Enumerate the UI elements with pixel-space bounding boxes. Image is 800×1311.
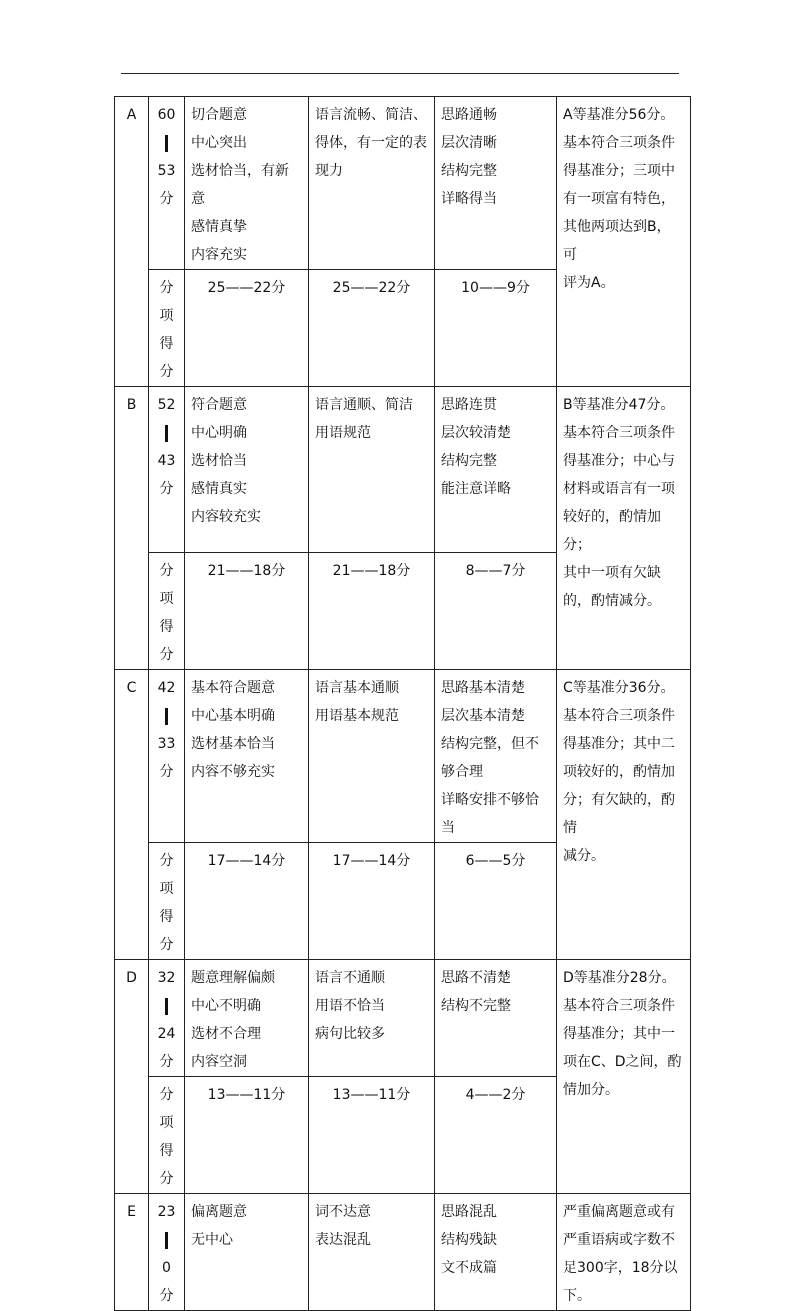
structure-line: 当 [441,820,455,836]
grading-table-body [115,97,691,1311]
content-line: 感情真实 [191,481,247,497]
range-bottom: 43 [157,453,176,469]
grade-row-d [115,960,691,1077]
content-line: 基本符合题意 [191,680,275,696]
structure-line: 思路基本清楚 [441,680,525,696]
structure-line: 结构不完整 [441,998,511,1014]
vertical-bar-icon [165,1232,168,1249]
grade-row-b [115,387,691,553]
score-range [149,960,185,1077]
range-separator [155,702,178,730]
range-separator [155,1226,178,1254]
content-line: 内容充实 [191,247,247,263]
content-line: 偏离题意 [191,1204,247,1220]
grade-note [557,97,691,387]
grade-letter: D [115,960,149,1194]
sub-score-value: 8——7分 [435,553,557,670]
content-criteria [185,387,309,553]
note-line: 基本符合三项条件 [563,998,675,1014]
language-line: 语言通顺、简洁 [315,397,413,413]
grade-letter: E [115,1194,149,1311]
note-line: 得基准分；其中一 [563,1026,675,1042]
content-line: 中心明确 [191,425,247,441]
language-line: 现力 [315,163,343,179]
range-bottom: 0 [162,1260,171,1276]
content-line: 感情真挚 [191,219,247,235]
structure-criteria [435,1194,557,1311]
language-criteria [309,97,435,270]
sub-score-label: 分项得分 [149,1077,185,1194]
sub-score-label: 分项得分 [149,843,185,960]
content-line: 无中心 [191,1232,233,1248]
note-line: 基本符合三项条件 [563,708,675,724]
structure-line: 结构残缺 [441,1232,497,1248]
score-range [149,387,185,553]
content-line: 选材不合理 [191,1026,261,1042]
note-line: 项在C、D之间，酌 [563,1054,682,1070]
content-line: 选材恰当，有新意 [191,163,289,207]
note-line: C等基准分36分。 [563,680,675,696]
language-criteria [309,960,435,1077]
structure-line: 层次清晰 [441,135,497,151]
note-line: 基本符合三项条件 [563,135,675,151]
content-line: 切合题意 [191,107,247,123]
structure-criteria [435,97,557,270]
range-separator [155,992,178,1020]
structure-line: 能注意详略 [441,481,511,497]
structure-line: 结构完整 [441,453,497,469]
range-top: 23 [157,1204,176,1220]
content-line: 选材恰当 [191,453,247,469]
content-line: 选材基本恰当 [191,736,275,752]
structure-criteria [435,960,557,1077]
content-line: 中心基本明确 [191,708,275,724]
header-rule [121,73,679,74]
grade-note [557,387,691,670]
language-line: 语言基本通顺 [315,680,399,696]
sub-score-value: 4——2分 [435,1077,557,1194]
grade-note [557,670,691,960]
language-line: 得体，有一定的表 [315,135,427,151]
sub-score-value: 21——18分 [185,553,309,670]
vertical-bar-icon [165,425,168,442]
language-line: 表达混乱 [315,1232,371,1248]
grade-note [557,1194,691,1311]
sub-score-value: 13——11分 [185,1077,309,1194]
note-line: 基本符合三项条件 [563,425,675,441]
structure-line: 思路不清楚 [441,970,511,986]
structure-line: 层次较清楚 [441,425,511,441]
range-top: 32 [157,970,176,986]
content-line: 中心突出 [191,135,247,151]
range-unit: 分 [159,481,174,497]
note-line: 得基准分；三项中 [563,163,675,179]
sub-score-value: 13——11分 [309,1077,435,1194]
structure-line: 够合理 [441,764,483,780]
range-unit: 分 [159,1054,174,1070]
sub-score-value: 17——14分 [309,843,435,960]
sub-score-value: 21——18分 [309,553,435,670]
range-top: 60 [157,107,176,123]
note-line: 足300字，18分以 [563,1260,678,1276]
structure-line: 结构完整，但不 [441,736,539,752]
note-line: 情加分。 [563,1082,619,1098]
note-line: 其中一项有欠缺 [563,565,661,581]
range-bottom: 33 [157,736,176,752]
content-line: 内容不够充实 [191,764,275,780]
structure-line: 结构完整 [441,163,497,179]
note-line: A等基准分56分。 [563,107,675,123]
range-top: 42 [157,680,176,696]
grade-letter: B [115,387,149,670]
language-criteria [309,670,435,843]
range-separator [155,419,178,447]
language-line: 语言不通顺 [315,970,385,986]
structure-line: 详略得当 [441,191,497,207]
note-line: 其他两项达到B，可 [563,219,671,263]
note-line: 材料或语言有一项 [563,481,675,497]
note-line: 的，酌情减分。 [563,593,661,609]
note-line: 评为A。 [563,275,615,291]
score-range [149,1194,185,1311]
sub-score-label: 分项得分 [149,553,185,670]
structure-line: 思路混乱 [441,1204,497,1220]
grade-note [557,960,691,1194]
sub-score-label: 分项得分 [149,270,185,387]
grade-letter: A [115,97,149,387]
note-line: 严重偏离题意或有 [563,1204,675,1220]
grade-row-a [115,97,691,270]
note-line: 严重语病或字数不 [563,1232,675,1248]
content-line: 符合题意 [191,397,247,413]
structure-line: 详略安排不够恰 [441,792,539,808]
sub-score-value: 25——22分 [309,270,435,387]
language-line: 词不达意 [315,1204,371,1220]
range-unit: 分 [159,1288,174,1304]
structure-line: 层次基本清楚 [441,708,525,724]
note-line: 项较好的，酌情加 [563,764,675,780]
grade-row-c [115,670,691,843]
language-line: 用语基本规范 [315,708,399,724]
score-range [149,97,185,270]
note-line: 得基准分；其中二 [563,736,675,752]
structure-line: 文不成篇 [441,1260,497,1276]
structure-criteria [435,387,557,553]
structure-line: 思路通畅 [441,107,497,123]
score-range [149,670,185,843]
content-line: 内容空洞 [191,1054,247,1070]
language-line: 用语规范 [315,425,371,441]
language-line: 用语不恰当 [315,998,385,1014]
sub-score-value: 25——22分 [185,270,309,387]
content-line: 内容较充实 [191,509,261,525]
language-criteria [309,387,435,553]
grade-letter: C [115,670,149,960]
note-line: 得基准分；中心与 [563,453,675,469]
note-line: D等基准分28分。 [563,970,676,986]
note-line: B等基准分47分。 [563,397,675,413]
range-bottom: 24 [157,1026,176,1042]
vertical-bar-icon [165,135,168,152]
sub-score-value: 6——5分 [435,843,557,960]
structure-criteria [435,670,557,843]
note-line: 下。 [563,1288,591,1304]
vertical-bar-icon [165,998,168,1015]
content-criteria [185,1194,309,1311]
content-criteria [185,97,309,270]
structure-line: 思路连贯 [441,397,497,413]
language-line: 病句比较多 [315,1026,385,1042]
note-line: 分；有欠缺的，酌情 [563,792,675,836]
grading-table [114,96,691,1311]
sub-score-value: 10——9分 [435,270,557,387]
note-line: 较好的，酌情加分； [563,509,661,553]
range-separator [155,129,178,157]
content-line: 题意理解偏颇 [191,970,275,986]
sub-score-value: 17——14分 [185,843,309,960]
note-line: 有一项富有特色， [563,191,675,207]
content-criteria [185,670,309,843]
content-line: 中心不明确 [191,998,261,1014]
vertical-bar-icon [165,708,168,725]
content-criteria [185,960,309,1077]
range-unit: 分 [159,191,174,207]
range-unit: 分 [159,764,174,780]
language-line: 语言流畅、简洁、 [315,107,427,123]
range-top: 52 [157,397,176,413]
note-line: 减分。 [563,848,605,864]
range-bottom: 53 [157,163,176,179]
grade-row-e [115,1194,691,1311]
language-criteria [309,1194,435,1311]
